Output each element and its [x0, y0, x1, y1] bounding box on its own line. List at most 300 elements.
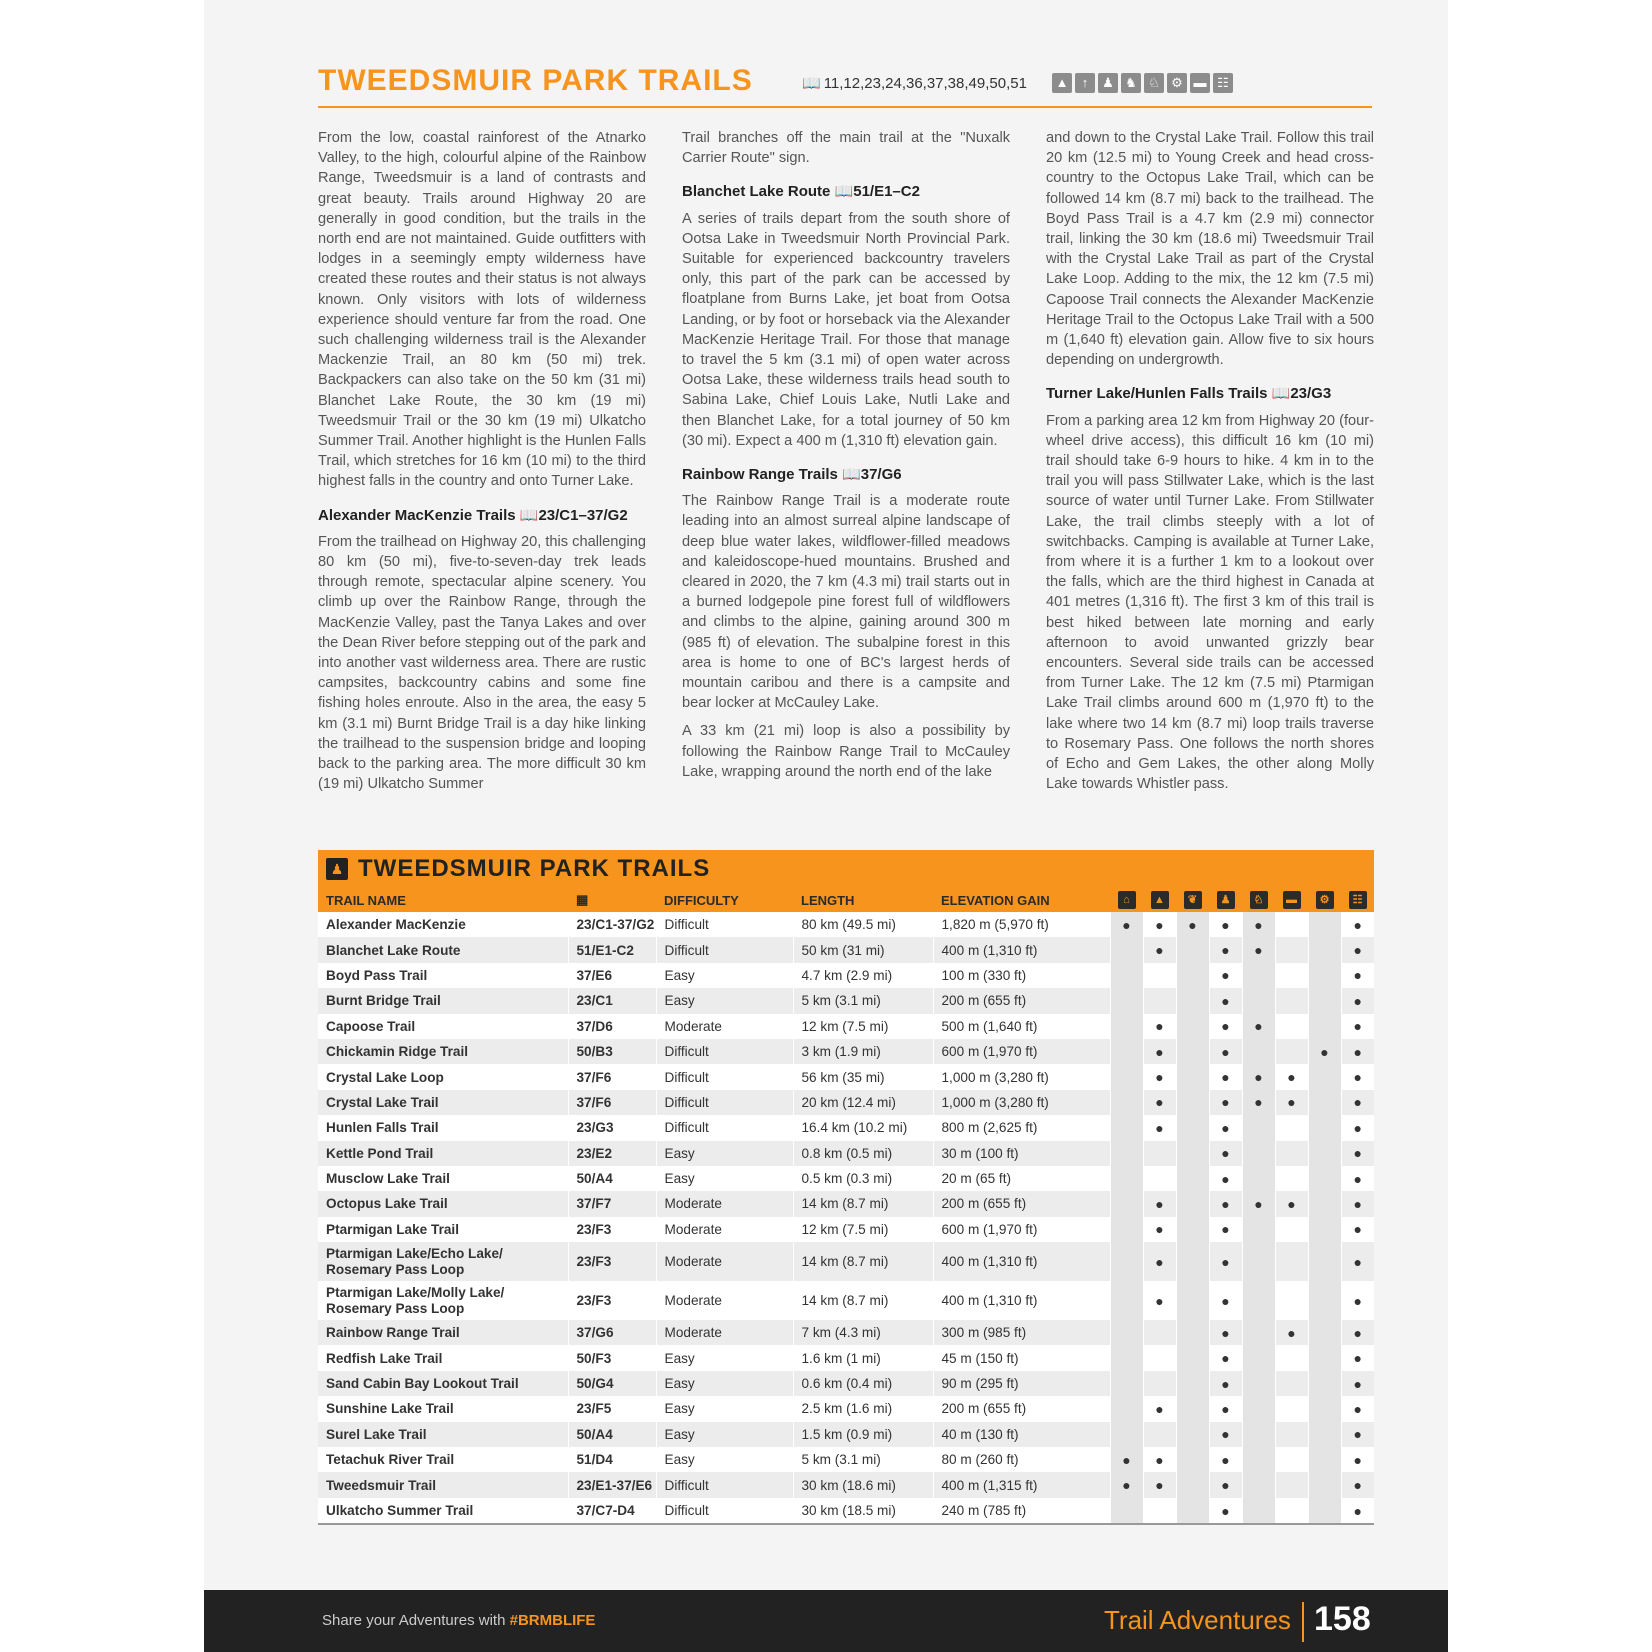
cell-horseback-mark: ● — [1242, 1090, 1275, 1115]
section-body-rainbow: The Rainbow Range Trail is a moderate route leading into an almost surreal alpine landscape of deep blue water lakes, wildflower-filled meadows and kaleidoscope-hued mountains. Brushed and cleared in 2020, the 7 km (4.3 mi) trail starts out in a burned lodgepole pine forest full of wildflowers and climbs to the alpine, gaining around 300 m (985 ft) of elevation. The subalpine forest in this area is home to one of BC's largest herds of mountain caribou and there is a campsite and bear locker at McCauley Lake. — [682, 493, 1010, 712]
section-heading-blanchet: Blanchet Lake Route 📖51/E1–C2 — [682, 183, 920, 201]
cell-fishing-mark — [1176, 937, 1209, 962]
cell-biking-mark — [1308, 1396, 1341, 1421]
cell-camping-mark — [1143, 1345, 1176, 1370]
cell-elevation: 100 m (330 ft) — [933, 963, 1110, 988]
cell-snowshoe-mark: ● — [1341, 1014, 1374, 1039]
cell-canoe-mark — [1275, 1217, 1308, 1242]
cell-fishing-mark — [1176, 1472, 1209, 1497]
section-body-alexander-cont: Trail branches off the main trail at the "Nuxalk Carrier Route" sign. — [682, 130, 1010, 167]
cell-lodge-mark — [1110, 1396, 1143, 1421]
map-book-icon: 📖 — [1271, 385, 1291, 403]
cell-fishing-mark — [1176, 1320, 1209, 1345]
cell-snowshoe-mark: ● — [1341, 1498, 1374, 1523]
cell-lodge-mark — [1110, 1141, 1143, 1166]
cell-canoe-mark — [1275, 1472, 1308, 1497]
cell-canoe-mark — [1275, 1422, 1308, 1447]
cell-fishing-mark — [1176, 1422, 1209, 1447]
cell-fishing-mark — [1176, 1345, 1209, 1370]
cell-map-ref: 23/C1 — [568, 988, 656, 1013]
cell-horseback-mark — [1242, 1242, 1275, 1281]
cell-fishing-mark — [1176, 1141, 1209, 1166]
cell-difficulty: Difficult — [656, 1090, 793, 1115]
cell-camping-mark: ● — [1143, 1014, 1176, 1039]
cell-horseback-mark — [1242, 1447, 1275, 1472]
cell-biking-mark — [1308, 1217, 1341, 1242]
cell-fishing-mark — [1176, 1014, 1209, 1039]
cell-hiking-mark: ● — [1209, 1371, 1242, 1396]
cell-lodge-mark — [1110, 937, 1143, 962]
cell-map-ref: 23/C1-37/G2 — [568, 912, 656, 937]
table-row — [318, 988, 1374, 1013]
cell-biking-mark — [1308, 963, 1341, 988]
cell-snowshoe-mark: ● — [1341, 937, 1374, 962]
cell-fishing-mark — [1176, 1115, 1209, 1140]
cell-elevation: 1,000 m (3,280 ft) — [933, 1090, 1110, 1115]
cell-hiking-mark: ● — [1209, 1447, 1242, 1472]
canoe-icon: ▬ — [1283, 891, 1301, 909]
cell-hiking-mark: ● — [1209, 1422, 1242, 1447]
table-row — [318, 1498, 1374, 1523]
cell-trail-name: Ptarmigan Lake/Molly Lake/ Rosemary Pass Loop — [318, 1281, 568, 1320]
cell-hiking-mark: ● — [1209, 1217, 1242, 1242]
cell-horseback-mark: ● — [1242, 1064, 1275, 1089]
cell-length: 12 km (7.5 mi) — [793, 1014, 933, 1039]
footer-share: Share your Adventures with #BRMBLIFE — [322, 1612, 596, 1629]
cell-camping-mark — [1143, 1166, 1176, 1191]
cell-elevation: 1,820 m (5,970 ft) — [933, 912, 1110, 937]
article-column-2 — [682, 128, 1010, 790]
cell-canoe-mark — [1275, 1281, 1308, 1320]
map-icon: ▦ — [576, 892, 589, 907]
cell-difficulty: Easy — [656, 1166, 793, 1191]
cell-biking-mark — [1308, 1281, 1341, 1320]
cell-trail-name: Boyd Pass Trail — [318, 963, 568, 988]
map-book-icon: 📖 — [519, 506, 539, 524]
cell-elevation: 600 m (1,970 ft) — [933, 1217, 1110, 1242]
cell-canoe-mark: ● — [1275, 1320, 1308, 1345]
cell-elevation: 30 m (100 ft) — [933, 1141, 1110, 1166]
cell-difficulty: Easy — [656, 1371, 793, 1396]
header-trail-name: TRAIL NAME — [318, 888, 568, 912]
cell-map-ref: 50/A4 — [568, 1422, 656, 1447]
cell-fishing-mark — [1176, 1191, 1209, 1216]
cell-difficulty: Difficult — [656, 912, 793, 937]
cell-map-ref: 51/E1-C2 — [568, 937, 656, 962]
cell-difficulty: Moderate — [656, 1320, 793, 1345]
hiking-icon: ♟ — [1217, 891, 1235, 909]
cell-trail-name: Crystal Lake Trail — [318, 1090, 568, 1115]
cell-camping-mark: ● — [1143, 1064, 1176, 1089]
cell-horseback-mark — [1242, 1166, 1275, 1191]
cell-hiking-mark: ● — [1209, 1281, 1242, 1320]
cell-hiking-mark: ● — [1209, 1014, 1242, 1039]
cell-trail-name: Musclow Lake Trail — [318, 1166, 568, 1191]
lodge-icon: ⌂ — [1118, 891, 1136, 909]
cell-biking-mark — [1308, 1371, 1341, 1396]
snowshoe-icon: ☷ — [1349, 891, 1367, 909]
table-row — [318, 1141, 1374, 1166]
cell-camping-mark — [1143, 963, 1176, 988]
section-heading-turner: Turner Lake/Hunlen Falls Trails 📖23/G3 — [1046, 385, 1332, 403]
cell-snowshoe-mark: ● — [1341, 1166, 1374, 1191]
header-hiking — [1209, 888, 1242, 912]
cell-snowshoe-mark: ● — [1341, 1472, 1374, 1497]
cell-length: 30 km (18.5 mi) — [793, 1498, 933, 1523]
header-biking — [1308, 888, 1341, 912]
cell-canoe-mark — [1275, 1115, 1308, 1140]
cell-lodge-mark — [1110, 1281, 1143, 1320]
cell-trail-name: Crystal Lake Loop — [318, 1064, 568, 1089]
footer-section-name: Trail Adventures — [1104, 1605, 1291, 1635]
cell-hiking-mark: ● — [1209, 1242, 1242, 1281]
cell-biking-mark — [1308, 937, 1341, 962]
cell-map-ref: 23/F3 — [568, 1281, 656, 1320]
article-column-3 — [1046, 128, 1374, 803]
cell-horseback-mark — [1242, 1115, 1275, 1140]
cell-length: 1.5 km (0.9 mi) — [793, 1422, 933, 1447]
section-body-blanchet: A series of trails depart from the south shore of Ootsa Lake in Tweedsmuir North Provincial Park. Suitable for experienced backcountry travelers only, this part of the park can be accessed by floatplane from Burns Lake, jet boat from Ootsa Landing, or by foot or horseback via the Alexander MacKenzie Heritage Trail. For those that manage to travel the 5 km (3.1 mi) of open water across Ootsa Lake, these wilderness trails head south to Sabina Lake, Chief Louis Lake, Nutli Lake and then Blanchet Lake, for a total journey of 50 km (30 mi). Expect a 400 m (1,310 ft) elevation gain. — [682, 210, 1010, 449]
cell-canoe-mark — [1275, 1039, 1308, 1064]
cell-lodge-mark — [1110, 1090, 1143, 1115]
cell-fishing-mark — [1176, 963, 1209, 988]
header-lodge — [1110, 888, 1143, 912]
cell-elevation: 40 m (130 ft) — [933, 1422, 1110, 1447]
cell-map-ref: 50/A4 — [568, 1166, 656, 1191]
cell-fishing-mark — [1176, 1371, 1209, 1396]
cell-hiking-mark: ● — [1209, 1090, 1242, 1115]
cell-biking-mark — [1308, 1064, 1341, 1089]
cell-length: 56 km (35 mi) — [793, 1064, 933, 1089]
cell-difficulty: Moderate — [656, 1281, 793, 1320]
cell-lodge-mark — [1110, 1166, 1143, 1191]
cell-canoe-mark — [1275, 1447, 1308, 1472]
cell-difficulty: Easy — [656, 1345, 793, 1370]
cell-camping-mark: ● — [1143, 1472, 1176, 1497]
cell-map-ref: 37/D6 — [568, 1014, 656, 1039]
cell-lodge-mark — [1110, 1371, 1143, 1396]
biking-icon: ⚙ — [1167, 73, 1187, 93]
cell-horseback-mark — [1242, 1039, 1275, 1064]
cell-horseback-mark — [1242, 963, 1275, 988]
footer-hashtag[interactable]: #BRMBLIFE — [509, 1612, 596, 1629]
cell-elevation: 1,000 m (3,280 ft) — [933, 1064, 1110, 1089]
cell-biking-mark — [1308, 1141, 1341, 1166]
cell-map-ref: 50/B3 — [568, 1039, 656, 1064]
cell-length: 5 km (3.1 mi) — [793, 1447, 933, 1472]
cell-fishing-mark — [1176, 1281, 1209, 1320]
map-book-icon: 📖 — [834, 183, 854, 201]
cell-trail-name: Tweedsmuir Trail — [318, 1472, 568, 1497]
cell-lodge-mark — [1110, 1422, 1143, 1447]
cell-length: 0.6 km (0.4 mi) — [793, 1371, 933, 1396]
cell-length: 50 km (31 mi) — [793, 937, 933, 962]
cell-snowshoe-mark: ● — [1341, 1191, 1374, 1216]
map-book-icon: 📖 — [842, 466, 861, 484]
table-row — [318, 1166, 1374, 1191]
cell-biking-mark — [1308, 912, 1341, 937]
cell-hiking-mark: ● — [1209, 1115, 1242, 1140]
cell-canoe-mark — [1275, 1141, 1308, 1166]
section-body-rainbow-2: A 33 km (21 mi) loop is also a possibility by following the Rainbow Range Trail to McCauley Lake, wrapping around the north end of the lake — [682, 723, 1010, 780]
cell-camping-mark: ● — [1143, 1217, 1176, 1242]
canoe-icon: ▬ — [1190, 73, 1210, 93]
cell-elevation: 45 m (150 ft) — [933, 1345, 1110, 1370]
cell-map-ref: 37/C7-D4 — [568, 1498, 656, 1523]
cell-length: 30 km (18.6 mi) — [793, 1472, 933, 1497]
cell-canoe-mark — [1275, 1242, 1308, 1281]
cell-fishing-mark — [1176, 1242, 1209, 1281]
cell-fishing-mark — [1176, 1039, 1209, 1064]
cell-biking-mark — [1308, 1191, 1341, 1216]
section-body-rainbow-cont: and down to the Crystal Lake Trail. Follow this trail 20 km (12.5 mi) to Young Creek and head cross-country to the Octopus Lake Trail, which can be followed 14 km (8.7 mi) back to the trailhead. The Boyd Pass Trail is a 4.7 km (2.9 mi) connector trail, linking the 30 km (18.6 mi) Tweedsmuir Trail with the Crystal Lake Trail as part of the Crystal Lake Loop. Adding to the mix, the 12 km (7.5 mi) Capoose Trail connects the Alexander MacKenzie Heritage Trail to the Octopus Lake Trail with a 500 m (1,640 ft) elevation gain. Allow five to six hours depending on undergrowth. — [1046, 130, 1374, 369]
cell-difficulty: Easy — [656, 1422, 793, 1447]
intro-paragraph: From the low, coastal rainforest of the Atnarko Valley, to the high, colourful alpine of the Rainbow Range, Tweedsmuir is a land of contrasts and great beauty. Trails around Highway 20 are generally in good condition, but the trails in the north end are not maintained. Guide outfitters with lodges in a seemingly empty wilderness have created these routes and their status is not always known. Only visitors with lots of wilderness experience should venture far from the road. One such challenging wilderness trail is the Alexander Mackenzie Trail, an 80 km (50 mi) trek. Backpackers can also take on the 50 km (31 mi) Blanchet Lake Route, the 30 km (19 mi) Tweedsmuir Trail or the 30 km (19 mi) Ulkatcho Summer Trail. Another highlight is the Hunlen Falls Trail, which stretches for 16 km (10 mi) to the third highest falls in the country and onto Turner Lake. — [318, 130, 646, 490]
table-row — [318, 1281, 1374, 1320]
table-row — [318, 963, 1374, 988]
cell-fishing-mark — [1176, 1064, 1209, 1089]
cell-difficulty: Difficult — [656, 1064, 793, 1089]
cell-biking-mark — [1308, 988, 1341, 1013]
cell-canoe-mark — [1275, 912, 1308, 937]
cell-hiking-mark: ● — [1209, 1039, 1242, 1064]
cell-map-ref: 50/G4 — [568, 1371, 656, 1396]
cell-lodge-mark — [1110, 1498, 1143, 1523]
cell-snowshoe-mark: ● — [1341, 1217, 1374, 1242]
cell-horseback-mark — [1242, 1422, 1275, 1447]
header-map — [568, 888, 656, 912]
cell-trail-name: Ptarmigan Lake Trail — [318, 1217, 568, 1242]
cell-trail-name: Burnt Bridge Trail — [318, 988, 568, 1013]
cell-trail-name: Blanchet Lake Route — [318, 937, 568, 962]
cell-horseback-mark — [1242, 988, 1275, 1013]
cell-elevation: 80 m (260 ft) — [933, 1447, 1110, 1472]
cell-length: 80 km (49.5 mi) — [793, 912, 933, 937]
cell-map-ref: 37/F7 — [568, 1191, 656, 1216]
cell-elevation: 200 m (655 ft) — [933, 988, 1110, 1013]
cell-camping-mark: ● — [1143, 1281, 1176, 1320]
cell-trail-name: Ptarmigan Lake/Echo Lake/ Rosemary Pass Loop — [318, 1242, 568, 1281]
cell-camping-mark: ● — [1143, 1039, 1176, 1064]
horseback-icon: ♘ — [1250, 891, 1268, 909]
cell-map-ref: 50/F3 — [568, 1345, 656, 1370]
section-heading-alexander: Alexander MacKenzie Trails 📖23/C1–37/G2 — [318, 506, 628, 524]
cell-hiking-mark: ● — [1209, 1166, 1242, 1191]
cell-length: 5 km (3.1 mi) — [793, 988, 933, 1013]
cell-map-ref: 23/E2 — [568, 1141, 656, 1166]
table-row — [318, 1472, 1374, 1497]
cell-canoe-mark: ● — [1275, 1064, 1308, 1089]
cell-horseback-mark — [1242, 1320, 1275, 1345]
header-difficulty: DIFFICULTY — [656, 888, 793, 912]
cell-map-ref: 37/G6 — [568, 1320, 656, 1345]
cell-hiking-mark: ● — [1209, 1498, 1242, 1523]
cell-snowshoe-mark: ● — [1341, 1320, 1374, 1345]
cell-elevation: 300 m (985 ft) — [933, 1320, 1110, 1345]
page-number: 158 — [1314, 1600, 1371, 1638]
cell-biking-mark — [1308, 1498, 1341, 1523]
table-row — [318, 1447, 1374, 1472]
cell-fishing-mark: ● — [1176, 912, 1209, 937]
horseback-icon: ♘ — [1144, 73, 1164, 93]
cell-horseback-mark — [1242, 1281, 1275, 1320]
cell-length: 14 km (8.7 mi) — [793, 1242, 933, 1281]
cell-lodge-mark — [1110, 963, 1143, 988]
cell-difficulty: Easy — [656, 1447, 793, 1472]
cell-lodge-mark: ● — [1110, 912, 1143, 937]
cell-difficulty: Easy — [656, 988, 793, 1013]
cell-trail-name: Octopus Lake Trail — [318, 1191, 568, 1216]
cell-hiking-mark: ● — [1209, 963, 1242, 988]
cell-map-ref: 23/E1-37/E6 — [568, 1472, 656, 1497]
table-title: TWEEDSMUIR PARK TRAILS — [358, 855, 711, 882]
cell-snowshoe-mark: ● — [1341, 1281, 1374, 1320]
cell-elevation: 400 m (1,310 ft) — [933, 1281, 1110, 1320]
cell-lodge-mark: ● — [1110, 1447, 1143, 1472]
cell-snowshoe-mark: ● — [1341, 1064, 1374, 1089]
cell-lodge-mark — [1110, 1115, 1143, 1140]
cell-camping-mark: ● — [1143, 1242, 1176, 1281]
cell-map-ref: 23/F5 — [568, 1396, 656, 1421]
footer — [204, 1590, 1448, 1652]
cell-horseback-mark — [1242, 1217, 1275, 1242]
cell-elevation: 400 m (1,310 ft) — [933, 937, 1110, 962]
table-body — [318, 912, 1374, 1523]
header-camping — [1143, 888, 1176, 912]
cell-biking-mark — [1308, 1320, 1341, 1345]
cell-canoe-mark: ● — [1275, 1090, 1308, 1115]
cell-canoe-mark — [1275, 1014, 1308, 1039]
cell-length: 14 km (8.7 mi) — [793, 1281, 933, 1320]
cell-canoe-mark — [1275, 1166, 1308, 1191]
cell-difficulty: Moderate — [656, 1014, 793, 1039]
cell-lodge-mark — [1110, 1039, 1143, 1064]
section-heading-rainbow: Rainbow Range Trails 📖37/G6 — [682, 466, 902, 484]
header-elevation: ELEVATION GAIN — [933, 888, 1110, 912]
cell-biking-mark — [1308, 1345, 1341, 1370]
map-book-icon: 📖 — [802, 75, 821, 92]
cell-length: 7 km (4.3 mi) — [793, 1320, 933, 1345]
cell-elevation: 400 m (1,310 ft) — [933, 1242, 1110, 1281]
cell-camping-mark — [1143, 1422, 1176, 1447]
cell-camping-mark — [1143, 988, 1176, 1013]
cell-snowshoe-mark: ● — [1341, 963, 1374, 988]
cell-hiking-mark: ● — [1209, 1064, 1242, 1089]
cell-canoe-mark: ● — [1275, 1191, 1308, 1216]
cell-length: 14 km (8.7 mi) — [793, 1191, 933, 1216]
cell-biking-mark — [1308, 1242, 1341, 1281]
cell-biking-mark — [1308, 1472, 1341, 1497]
cell-elevation: 200 m (655 ft) — [933, 1396, 1110, 1421]
cell-difficulty: Moderate — [656, 1191, 793, 1216]
cell-horseback-mark — [1242, 1498, 1275, 1523]
cell-trail-name: Hunlen Falls Trail — [318, 1115, 568, 1140]
camping-icon: ▲ — [1151, 891, 1169, 909]
cell-snowshoe-mark: ● — [1341, 1115, 1374, 1140]
header-fishing — [1176, 888, 1209, 912]
cell-difficulty: Difficult — [656, 1498, 793, 1523]
map-references — [802, 74, 1027, 92]
cell-elevation: 500 m (1,640 ft) — [933, 1014, 1110, 1039]
table-header-row — [318, 888, 1374, 912]
cell-snowshoe-mark: ● — [1341, 1345, 1374, 1370]
cell-trail-name: Chickamin Ridge Trail — [318, 1039, 568, 1064]
cell-lodge-mark: ● — [1110, 1472, 1143, 1497]
camping-icon: ↑ — [1075, 73, 1095, 93]
cell-fishing-mark — [1176, 1396, 1209, 1421]
cell-trail-name: Capoose Trail — [318, 1014, 568, 1039]
cell-hiking-mark: ● — [1209, 912, 1242, 937]
cell-lodge-mark — [1110, 1064, 1143, 1089]
header-length: LENGTH — [793, 888, 933, 912]
table-row — [318, 1191, 1374, 1216]
cell-length: 12 km (7.5 mi) — [793, 1217, 933, 1242]
cell-camping-mark: ● — [1143, 937, 1176, 962]
cell-snowshoe-mark: ● — [1341, 1242, 1374, 1281]
walking-icon: ♟ — [1098, 73, 1118, 93]
cell-elevation: 400 m (1,315 ft) — [933, 1472, 1110, 1497]
cell-snowshoe-mark: ● — [1341, 1090, 1374, 1115]
cell-trail-name: Surel Lake Trail — [318, 1422, 568, 1447]
title-row — [318, 64, 1372, 108]
cell-difficulty: Moderate — [656, 1217, 793, 1242]
cell-camping-mark: ● — [1143, 912, 1176, 937]
cell-biking-mark — [1308, 1090, 1341, 1115]
cell-hiking-mark: ● — [1209, 1191, 1242, 1216]
table-bottom-rule — [318, 1523, 1374, 1525]
cell-biking-mark: ● — [1308, 1039, 1341, 1064]
cell-trail-name: Tetachuk River Trail — [318, 1447, 568, 1472]
cell-horseback-mark — [1242, 1472, 1275, 1497]
cell-fishing-mark — [1176, 1447, 1209, 1472]
cell-canoe-mark — [1275, 1371, 1308, 1396]
article-column-1 — [318, 128, 646, 803]
cell-elevation: 90 m (295 ft) — [933, 1371, 1110, 1396]
header-horseback — [1242, 888, 1275, 912]
cell-difficulty: Easy — [656, 1396, 793, 1421]
page — [204, 0, 1448, 1652]
cell-camping-mark: ● — [1143, 1191, 1176, 1216]
cell-map-ref: 51/D4 — [568, 1447, 656, 1472]
cell-snowshoe-mark: ● — [1341, 1141, 1374, 1166]
cell-snowshoe-mark: ● — [1341, 1396, 1374, 1421]
cell-trail-name: Ulkatcho Summer Trail — [318, 1498, 568, 1523]
cell-length: 20 km (12.4 mi) — [793, 1090, 933, 1115]
cell-horseback-mark: ● — [1242, 1191, 1275, 1216]
cell-fishing-mark — [1176, 1090, 1209, 1115]
table-banner — [318, 850, 1374, 888]
cell-hiking-mark: ● — [1209, 1345, 1242, 1370]
cell-map-ref: 23/F3 — [568, 1217, 656, 1242]
cell-camping-mark — [1143, 1141, 1176, 1166]
cell-elevation: 20 m (65 ft) — [933, 1166, 1110, 1191]
cell-horseback-mark: ● — [1242, 937, 1275, 962]
cell-snowshoe-mark: ● — [1341, 1039, 1374, 1064]
cell-snowshoe-mark: ● — [1341, 988, 1374, 1013]
cell-trail-name: Sunshine Lake Trail — [318, 1396, 568, 1421]
hikers-icon: ♟ — [326, 858, 348, 880]
cell-difficulty: Easy — [656, 1141, 793, 1166]
table-row — [318, 1115, 1374, 1140]
header-snowshoe — [1341, 888, 1374, 912]
table-row — [318, 1371, 1374, 1396]
cell-fishing-mark — [1176, 1498, 1209, 1523]
table-row — [318, 1422, 1374, 1447]
cell-map-ref: 23/G3 — [568, 1115, 656, 1140]
cell-fishing-mark — [1176, 1166, 1209, 1191]
table-row — [318, 937, 1374, 962]
table-row — [318, 1320, 1374, 1345]
